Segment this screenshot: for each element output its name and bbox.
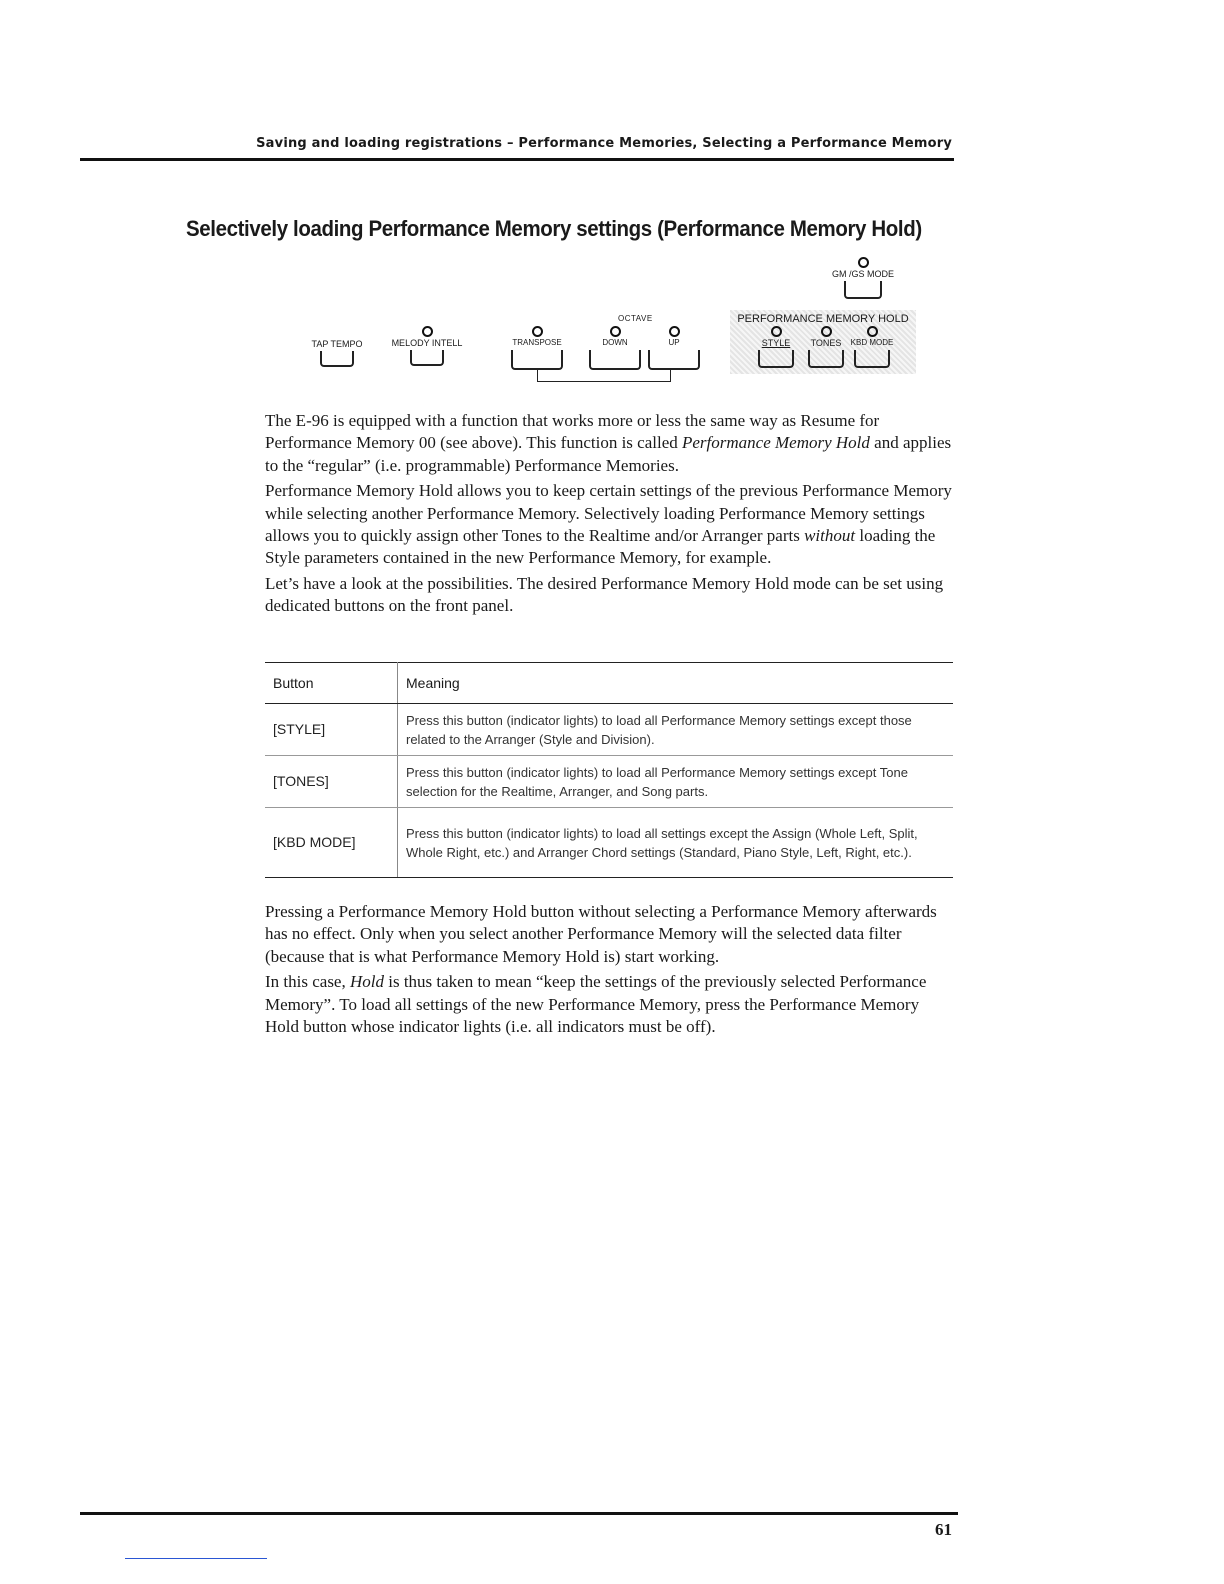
outro-paragraph-2: In this case, Hold is thus taken to mean “keep the settings of the previously selected Performance Memory”. To load all settings of the new Performance Memory, press the Performance Memory Hold button whose indicator lights (i.e. all indicators must be off). [265, 972, 927, 1037]
intro-paragraph-1: The E-96 is equipped with a function that works more or less the same way as Resume for Performance Memory 00 (see above). This function is called Performance Memory Hold and applies to the “regular” (i.e. programmable) Performance Memories. [265, 411, 952, 475]
melody-intell-label: MELODY INTELL [391, 338, 463, 348]
octave-up-control [646, 326, 702, 370]
pm-hold-tones-indicator [821, 326, 832, 337]
tap-tempo-button[interactable] [320, 351, 354, 367]
table-row [265, 704, 953, 756]
octave-down-button[interactable] [589, 350, 641, 370]
octave-up-indicator [669, 326, 680, 337]
footer-rule [80, 1512, 958, 1515]
table-cell-button: [STYLE] [265, 704, 398, 756]
pm-hold-tones-control [806, 326, 846, 368]
transpose-button[interactable] [511, 350, 563, 370]
octave-up-button[interactable] [648, 350, 700, 370]
melody-intell-indicator [422, 326, 433, 337]
section-title: Selectively loading Performance Memory settings (Performance Memory Hold) [186, 216, 922, 241]
table-cell-meaning: Press this button (indicator lights) to load all Performance Memory settings except those related to the Arranger (Style and Division). [398, 704, 954, 756]
transpose-label: TRANSPOSE [512, 338, 562, 347]
octave-down-control [588, 326, 642, 370]
table-row [265, 756, 953, 808]
pm-hold-style-control [756, 326, 796, 368]
pm-hold-style-indicator [771, 326, 782, 337]
outro-paragraph-1: Pressing a Performance Memory Hold button without selecting a Performance Memory afterwards has no effect. Only when you select another Performance Memory will the selected data filter (because that is what Performance Memory Hold is) start working. [265, 902, 937, 966]
melody-intell-button[interactable] [410, 350, 444, 366]
table-cell-button: [KBD MODE] [265, 808, 398, 878]
pm-hold-kbd-mode-label: KBD MODE [850, 338, 894, 347]
transpose-octave-bracket [537, 369, 671, 382]
intro-paragraph-3: Let’s have a look at the possibilities. The desired Performance Memory Hold mode can be set using dedicated buttons on the front panel. [265, 573, 944, 616]
tap-tempo-control [300, 338, 374, 367]
front-panel-diagram [300, 255, 920, 390]
table-cell-meaning: Press this button (indicator lights) to load all settings except the Assign (Whole Left, Split, Whole Right, etc.) and Arranger Chord settings (Standard, Piano Style, Left, Right, etc.). [398, 808, 954, 878]
table-header-row [265, 663, 953, 704]
gm-gs-mode-control [818, 257, 908, 299]
transpose-indicator [532, 326, 543, 337]
link-underline-artifact [125, 1558, 267, 1559]
pm-hold-kbd-mode-indicator [867, 326, 878, 337]
page-number: 61 [935, 1520, 952, 1539]
pm-hold-style-label: STYLE [761, 338, 791, 348]
pm-hold-tones-label: TONES [810, 338, 842, 348]
term-without: without [804, 526, 856, 546]
term-performance-memory-hold: Performance Memory Hold [682, 433, 870, 453]
running-header: Saving and loading registrations – Performance Memories, Selecting a Performance Memory [256, 136, 952, 151]
intro-text [265, 410, 955, 621]
gm-gs-mode-indicator [858, 257, 869, 268]
octave-up-label: UP [668, 338, 680, 347]
gm-gs-mode-label: GM /GS MODE [831, 269, 894, 279]
table-row [265, 808, 953, 878]
pm-hold-kbd-mode-control [844, 326, 900, 368]
transpose-control [504, 326, 570, 370]
melody-intell-control [382, 326, 472, 366]
pm-hold-title: PERFORMANCE MEMORY HOLD [737, 313, 909, 325]
pm-hold-style-button[interactable] [758, 350, 794, 368]
table-header-meaning: Meaning [398, 663, 954, 704]
tap-tempo-label: TAP TEMPO [311, 339, 363, 349]
table-cell-meaning: Press this button (indicator lights) to load all Performance Memory settings except Tone selection for the Realtime, Arranger, and Song parts. [398, 756, 954, 808]
outro-text [265, 901, 955, 1041]
octave-label: OCTAVE [618, 314, 653, 323]
octave-down-indicator [610, 326, 621, 337]
pm-hold-tones-button[interactable] [808, 350, 844, 368]
gm-gs-mode-button[interactable] [844, 281, 882, 299]
term-hold: Hold [349, 972, 384, 992]
table-cell-button: [TONES] [265, 756, 398, 808]
octave-down-label: DOWN [602, 338, 628, 347]
intro-paragraph-2: Performance Memory Hold allows you to keep certain settings of the previous Performance Memory while selecting another Performance Memory. Selectively loading Performance Memory settings allows you to quickly assign other Tones to the Realtime and/or Arranger parts without loading the Style parameters contained in the new Performance Memory, for example. [265, 481, 952, 568]
pm-hold-kbd-mode-button[interactable] [854, 350, 890, 368]
table-header-button: Button [265, 663, 398, 704]
hold-button-table [265, 662, 953, 878]
header-rule [80, 158, 954, 161]
